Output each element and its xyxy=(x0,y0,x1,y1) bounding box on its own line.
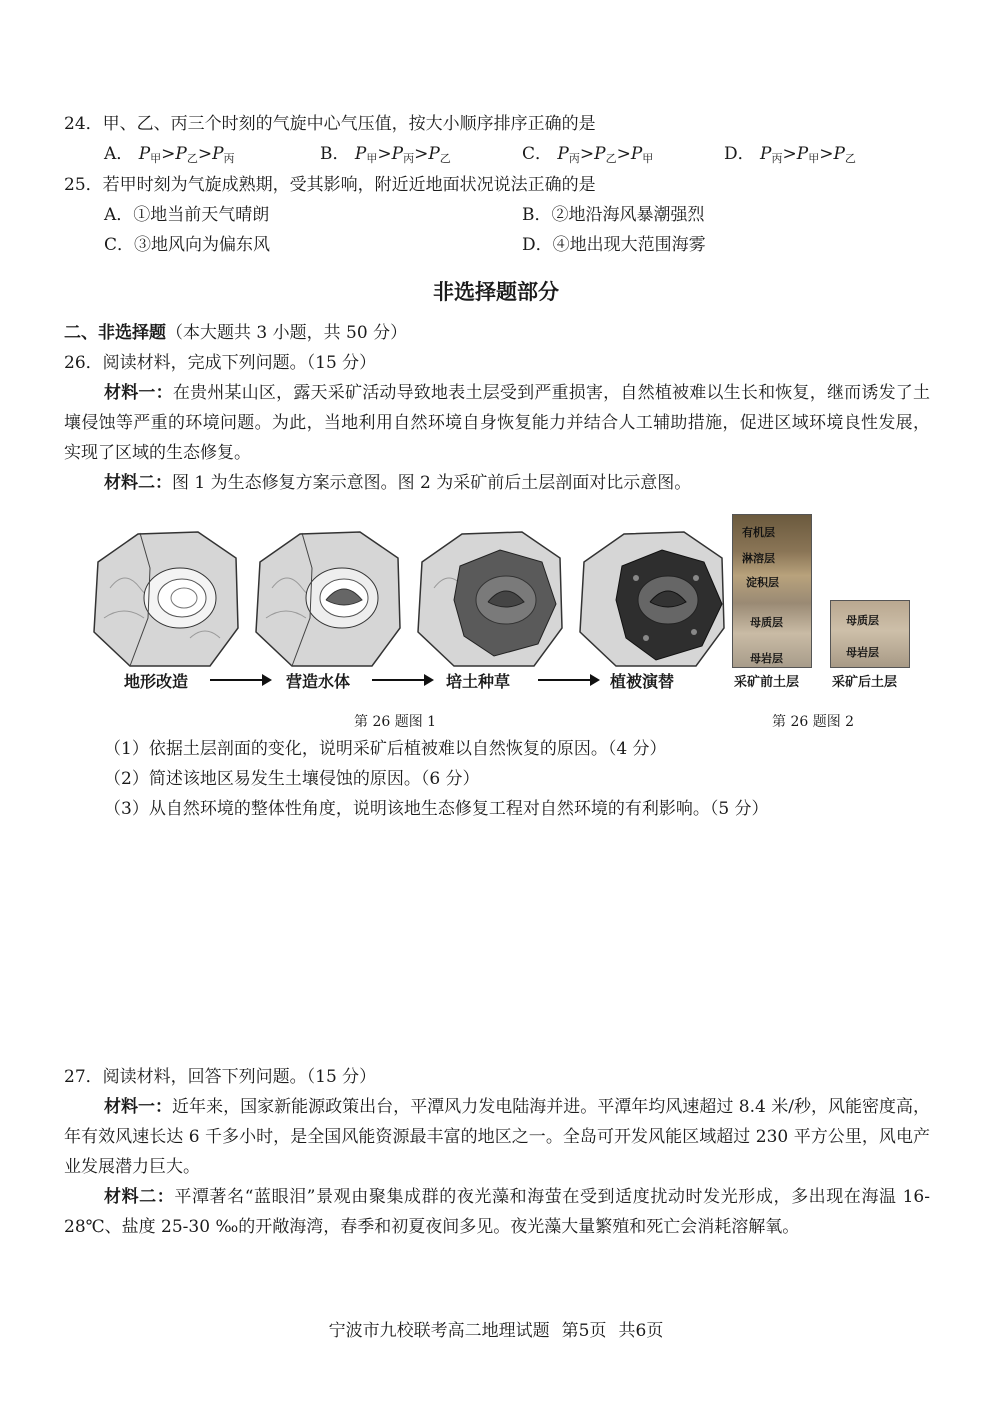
greater-than-sign: > xyxy=(197,144,213,164)
soil-before-caption: 采矿前土层 xyxy=(734,675,800,690)
q26-m2-text: 图 1 为生态修复方案示意图。图 2 为采矿前后土层剖面对比示意图。 xyxy=(172,473,692,493)
pressure-symbol: P xyxy=(428,144,440,164)
q24-option-letter: B． xyxy=(320,144,355,164)
pressure-subscript: 丙 xyxy=(568,152,580,165)
q25-option-d: D．④地出现大范围海雾 xyxy=(522,235,706,255)
q24-option-letter: C． xyxy=(522,144,558,164)
q25-stem: 25．若甲时刻为气旋成熟期，受其影响，附近近地面状况说法正确的是 xyxy=(64,175,596,195)
q27-m2-label: 材料二： xyxy=(104,1187,175,1207)
q24-option-d xyxy=(724,143,856,170)
q26-material-2 xyxy=(64,468,930,498)
section-title: 非选择题部分 xyxy=(433,280,559,304)
q26-figure xyxy=(90,508,918,698)
q25-option-b: B．②地沿海风暴潮强烈 xyxy=(522,205,705,225)
soil-before-layer-5: 母岩层 xyxy=(750,652,783,665)
greater-than-sign: > xyxy=(616,144,631,164)
pressure-subscript: 乙 xyxy=(439,152,451,165)
greater-than-sign: > xyxy=(161,144,176,164)
q24-option-letter: A． xyxy=(104,144,139,164)
greater-than-sign: > xyxy=(819,144,834,164)
pressure-subscript: 乙 xyxy=(186,152,198,165)
arrow-1 xyxy=(210,679,270,681)
pressure-symbol: P xyxy=(760,144,772,164)
pressure-symbol: P xyxy=(594,144,606,164)
section2-head: 二、非选择题 xyxy=(64,323,166,343)
figure-1-caption: 第 26 题图 1 xyxy=(354,714,437,730)
q26-m1-text: 在贵州某山区，露天采矿活动导致地表土层受到严重损害，自然植被难以生长和恢复，继而诱发了土壤侵蚀等严重的环境问题。为此，当地利用自然环境自身恢复能力并结合人工辅助措施，促进区域环境良性发展，实现了区域的生态修复。 xyxy=(64,383,931,463)
pressure-symbol: P xyxy=(212,144,224,164)
page-footer xyxy=(0,1316,992,1341)
soil-before-layer-3: 淀积层 xyxy=(746,576,779,589)
figure-2-caption: 第 26 题图 2 xyxy=(772,714,855,730)
q24-option-c xyxy=(522,143,653,170)
pressure-symbol: P xyxy=(557,144,569,164)
arrow-2 xyxy=(372,679,432,681)
q24-option-letter: D． xyxy=(724,144,761,164)
q27-m2-text: 平潭著名“蓝眼泪”景观由聚集成群的夜光藻和海萤在受到适度扰动时发光形成，多出现在海温 16-28℃、盐度 25-30 ‰的开敞海湾，春季和初夏夜间多见。夜光藻大量繁殖和死亡会消耗溶解氧。 xyxy=(64,1187,930,1237)
q24-stem: 24．甲、乙、丙三个时刻的气旋中心气压值，按大小顺序排序正确的是 xyxy=(64,114,596,134)
q27-m1-label: 材料一： xyxy=(104,1097,173,1117)
q24-option-b xyxy=(320,143,451,170)
q26-sub-3: （3）从自然环境的整体性角度，说明该地生态修复工程对自然环境的有利影响。（5 分） xyxy=(104,799,769,819)
step-succession: 植被演替 xyxy=(610,672,675,691)
pressure-symbol: P xyxy=(796,144,809,164)
pressure-subscript: 丙 xyxy=(223,152,235,165)
q27-material-1 xyxy=(64,1092,930,1182)
q26-sub-2: （2）简述该地区易发生土壤侵蚀的原因。（6 分） xyxy=(104,769,480,789)
pressure-subscript: 甲 xyxy=(642,152,654,165)
footer-total: 共6页 xyxy=(618,1321,664,1341)
pressure-subscript: 甲 xyxy=(150,152,162,165)
q24-option-a xyxy=(104,143,235,170)
soil-after-layer-1: 母质层 xyxy=(846,614,879,627)
q26-stem: 26．阅读材料，完成下列问题。（15 分） xyxy=(64,353,377,373)
q26-m1-label: 材料一： xyxy=(104,383,173,403)
footer-title: 宁波市九校联考高二地理试题 xyxy=(328,1321,550,1341)
pressure-symbol: P xyxy=(138,144,151,164)
pressure-symbol: P xyxy=(630,144,643,164)
greater-than-sign: > xyxy=(377,144,392,164)
q25-option-c: C．③地风向为偏东风 xyxy=(104,235,271,255)
q26-m2-label: 材料二： xyxy=(104,473,172,493)
pressure-subscript: 丙 xyxy=(771,152,783,165)
terrain-map-3 xyxy=(414,528,566,670)
q26-sub-1: （1）依据土层剖面的变化，说明采矿后植被难以自然恢复的原因。（4 分） xyxy=(104,739,667,759)
soil-after-caption: 采矿后土层 xyxy=(832,675,898,690)
section2-header xyxy=(64,322,407,344)
pressure-symbol: P xyxy=(175,144,187,164)
terrain-map-4 xyxy=(576,528,728,670)
soil-before-layer-4: 母质层 xyxy=(750,616,783,629)
q27-material-2 xyxy=(64,1182,930,1242)
footer-page: 第5页 xyxy=(561,1321,607,1341)
q25-option-a: A．①地当前天气晴朗 xyxy=(104,205,270,225)
pressure-symbol: P xyxy=(391,144,404,164)
pressure-subscript: 乙 xyxy=(605,152,617,165)
arrow-3 xyxy=(538,679,598,681)
q27-stem: 27．阅读材料，回答下列问题。（15 分） xyxy=(64,1067,377,1087)
pressure-symbol: P xyxy=(833,144,845,164)
pressure-symbol: P xyxy=(354,144,367,164)
pressure-subscript: 乙 xyxy=(844,152,856,165)
q26-material-1 xyxy=(64,378,930,468)
section2-note: （本大题共 3 小题，共 50 分） xyxy=(166,323,408,343)
greater-than-sign: > xyxy=(782,144,797,164)
q27-m1-text: 近年来，国家新能源政策出台，平潭风力发电陆海并进。平潭年均风速超过 8.4 米/秒，风能密度高，年有效风速长达 6 千多小时，是全国风能资源最丰富的地区之一。全岛可开发风能区域超过 230 平方公里，风电产业发展潜力巨大。 xyxy=(64,1097,931,1177)
greater-than-sign: > xyxy=(414,144,429,164)
step-soil-grass: 培土种草 xyxy=(446,672,511,691)
terrain-map-2 xyxy=(252,528,404,670)
pressure-subscript: 甲 xyxy=(808,152,820,165)
soil-after-layer-2: 母岩层 xyxy=(846,646,879,659)
pressure-subscript: 丙 xyxy=(403,152,415,165)
terrain-map-1 xyxy=(90,528,242,670)
pressure-subscript: 甲 xyxy=(366,152,378,165)
soil-before-layer-1: 有机层 xyxy=(742,526,775,539)
soil-before-layer-2: 淋溶层 xyxy=(742,552,775,565)
greater-than-sign: > xyxy=(579,144,595,164)
step-water: 营造水体 xyxy=(286,672,351,691)
step-terrain: 地形改造 xyxy=(124,672,189,691)
